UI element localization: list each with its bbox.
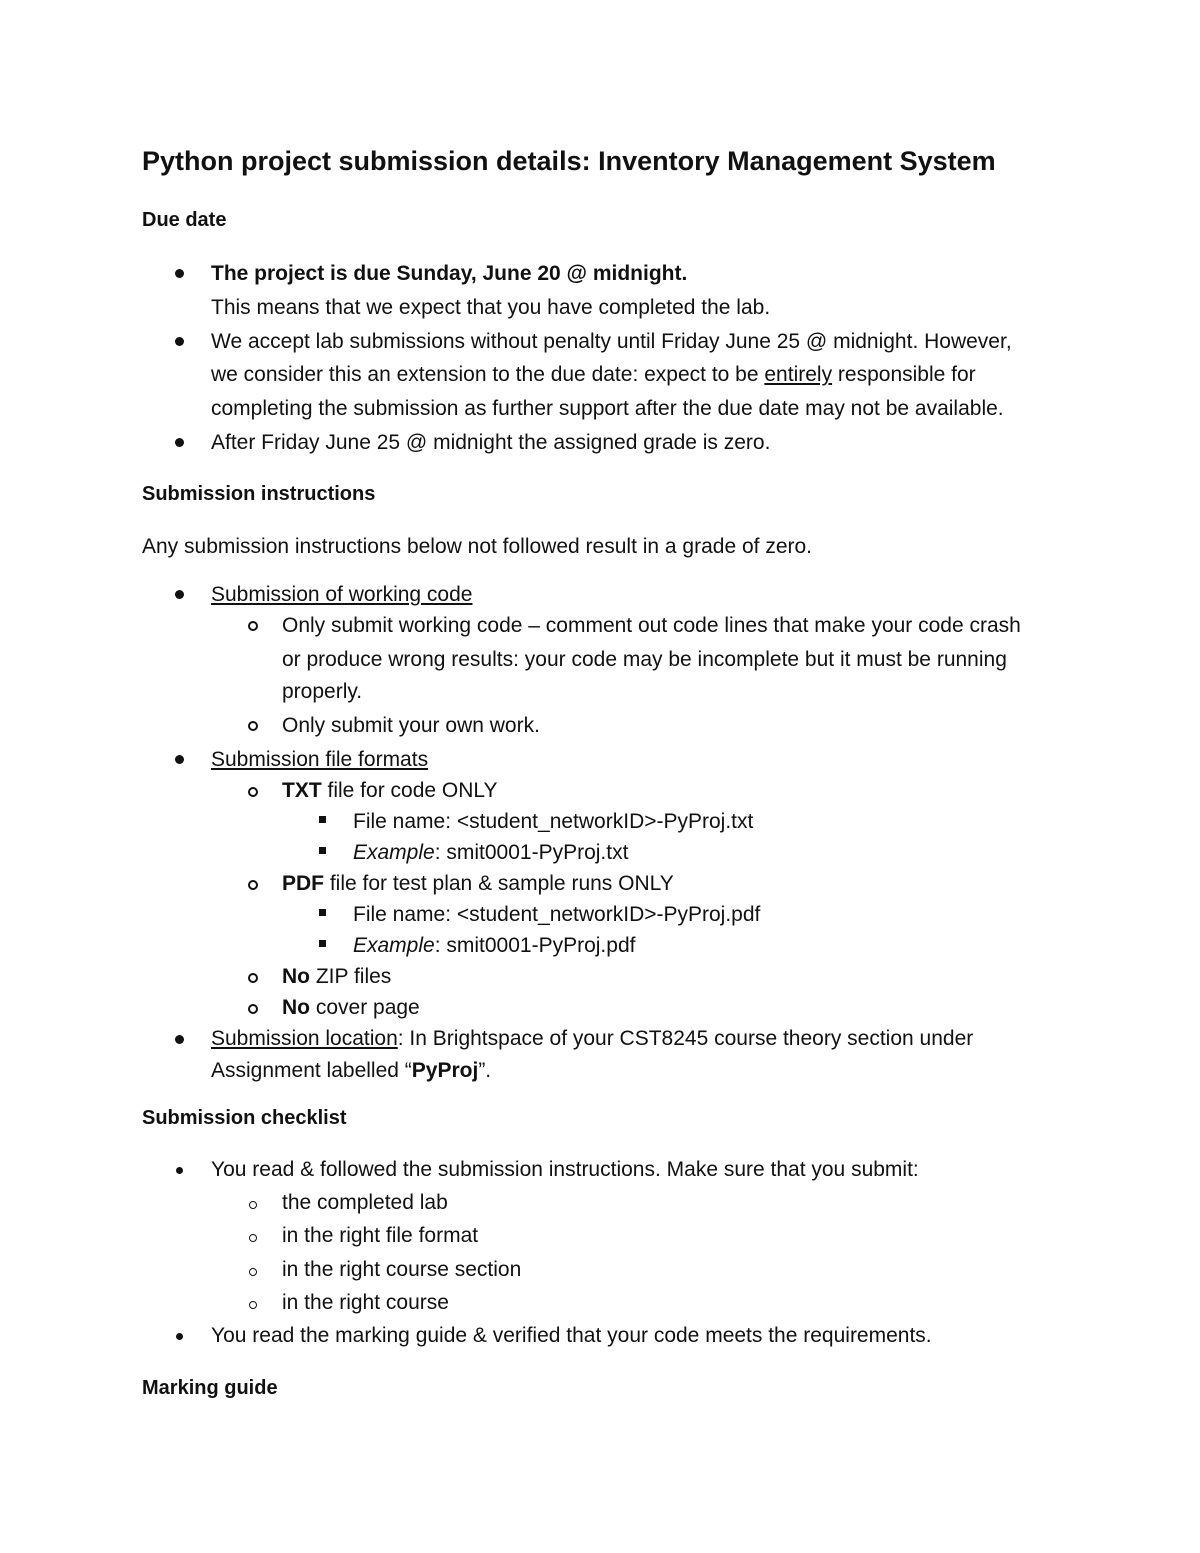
- checklist-heading: Submission checklist: [142, 1107, 347, 1129]
- page-title: Python project submission details: Inventory Management System: [142, 146, 996, 176]
- bullet-icon: [175, 755, 184, 764]
- bullet-icon: [175, 1035, 184, 1044]
- square-bullet-icon: [319, 940, 326, 947]
- file-formats-label: Submission file formats: [211, 748, 429, 771]
- bullet-icon: [176, 1167, 183, 1174]
- circle-bullet-icon: [248, 621, 258, 631]
- circle-bullet-icon: [249, 1234, 257, 1242]
- working-code-item-2: Only submit your own work.: [282, 714, 540, 737]
- due-date-bullet-1-detail: This means that we expect that you have completed the lab.: [211, 296, 771, 319]
- checklist-item: in the right course section: [282, 1258, 522, 1281]
- working-code-item-1-line-2: or produce wrong results: your code may be incomplete but it must be running: [282, 648, 1007, 671]
- format-no-zip: No ZIP files: [282, 965, 392, 988]
- format-pdf-filename: File name: <student_networkID>-PyProj.pdf: [353, 903, 761, 926]
- submission-location-line-2: Assignment labelled “PyProj”.: [211, 1059, 492, 1082]
- format-txt-example: Example: smit0001-PyProj.txt: [353, 841, 629, 864]
- circle-bullet-icon: [248, 973, 258, 983]
- circle-bullet-icon: [248, 721, 258, 731]
- submission-location: Submission location: In Brightspace of your CST8245 course theory section under: [211, 1027, 974, 1050]
- checklist-item: the completed lab: [282, 1191, 448, 1214]
- due-date-bullet-2-line-3: completing the submission as further support after the due date may not be available.: [211, 397, 1004, 420]
- due-date-bullet-2-line-2: we consider this an extension to the due date: expect to be entirely responsible for: [211, 363, 976, 386]
- checklist-bullet-2: You read the marking guide & verified that your code meets the requirements.: [211, 1324, 932, 1347]
- working-code-label: Submission of working code: [211, 583, 473, 606]
- checklist-item: in the right course: [282, 1291, 449, 1314]
- due-date-bullet-2-line-1: We accept lab submissions without penalty until Friday June 25 @ midnight. However,: [211, 330, 1012, 353]
- circle-bullet-icon: [248, 1004, 258, 1014]
- instructions-intro: Any submission instructions below not followed result in a grade of zero.: [142, 535, 813, 558]
- format-pdf: PDF file for test plan & sample runs ONLY: [282, 872, 674, 895]
- format-txt-filename: File name: <student_networkID>-PyProj.txt: [353, 810, 754, 833]
- circle-bullet-icon: [248, 880, 258, 890]
- instructions-heading: Submission instructions: [142, 483, 376, 505]
- square-bullet-icon: [319, 816, 326, 823]
- due-date-bullet-1: The project is due Sunday, June 20 @ midnight.: [211, 262, 688, 285]
- circle-bullet-icon: [248, 787, 258, 797]
- emphasis-entirely: entirely: [764, 363, 833, 386]
- bullet-icon: [176, 1333, 183, 1340]
- bullet-icon: [175, 337, 184, 346]
- bullet-icon: [175, 269, 184, 278]
- square-bullet-icon: [319, 847, 326, 854]
- square-bullet-icon: [319, 909, 326, 916]
- due-date-bullet-3: After Friday June 25 @ midnight the assigned grade is zero.: [211, 431, 771, 454]
- format-txt: TXT file for code ONLY: [282, 779, 498, 802]
- bullet-icon: [175, 590, 184, 599]
- bullet-icon: [175, 438, 184, 447]
- circle-bullet-icon: [249, 1268, 257, 1276]
- working-code-item-1-line-3: properly.: [282, 680, 363, 703]
- circle-bullet-icon: [249, 1301, 257, 1309]
- marking-guide-heading: Marking guide: [142, 1377, 278, 1399]
- format-pdf-example: Example: smit0001-PyProj.pdf: [353, 934, 636, 957]
- circle-bullet-icon: [249, 1201, 257, 1209]
- format-no-cover: No cover page: [282, 996, 420, 1019]
- due-date-heading: Due date: [142, 209, 227, 231]
- checklist-item: in the right file format: [282, 1224, 479, 1247]
- working-code-item-1-line-1: Only submit working code – comment out code lines that make your code crash: [282, 614, 1021, 637]
- checklist-bullet-1: You read & followed the submission instructions. Make sure that you submit:: [211, 1158, 919, 1181]
